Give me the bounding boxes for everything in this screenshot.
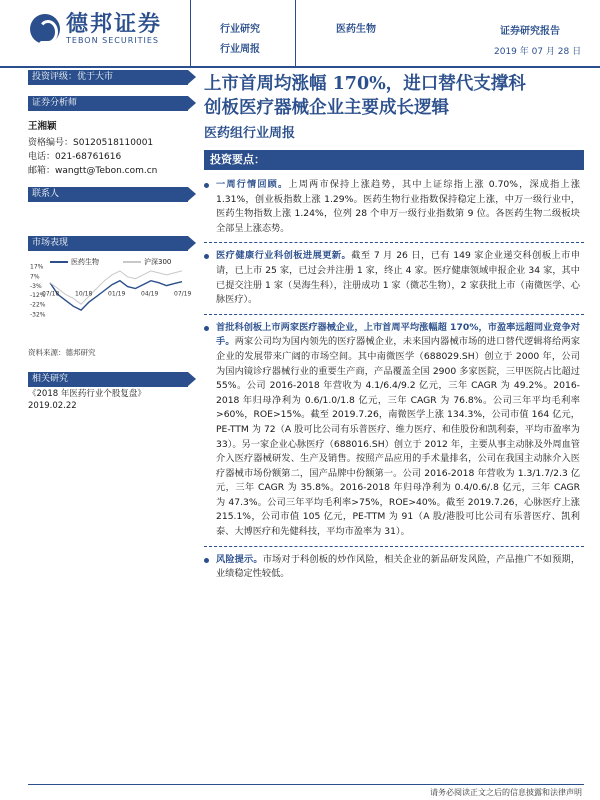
investment-points-heading: 投资要点： — [204, 150, 584, 170]
analyst-info — [28, 120, 157, 178]
bullet-icon — [204, 254, 209, 259]
x-tick-label: 04/19 — [141, 290, 159, 298]
brand-name-cn: 德邦证券 — [66, 11, 163, 37]
analyst-phone: 电话：021-68761616 — [28, 152, 122, 162]
related-research-title[interactable]: 《2018 年医药行业个股复盘》 — [28, 389, 146, 399]
report-subtitle: 医药组行业周报 — [204, 126, 296, 141]
sector-label: 医药生物 — [336, 24, 376, 35]
analyst-cert: 资格编号：S0120518110001 — [28, 138, 154, 148]
y-tick-label: -3% — [30, 283, 42, 291]
analyst-name: 王湘颖 — [28, 121, 57, 132]
market-performance-chart — [28, 252, 192, 332]
analyst-heading: 证券分析师 — [28, 96, 188, 111]
x-tick-label: 07/19 — [174, 290, 192, 298]
related-research-heading: 相关研究 — [28, 372, 188, 387]
point-divider — [204, 314, 584, 315]
related-research-date: 2019.02.22 — [28, 401, 77, 411]
y-tick-label: 7% — [30, 273, 40, 281]
point-market-review: 一周行情回顾。上周两市保持上涨趋势，其中上证综指上涨 0.70%，深成指上涨 1.31%，创业板指数上涨 1.29%。医药生物行业指数保持稳定上涨，中万一级行业中，医药生物指数上涨 1.24%，位列 28 个申万一级行业指数第 9 位。各医药生物二级板块全部呈上涨态势。 — [204, 178, 584, 236]
y-tick-label: -32% — [30, 311, 46, 319]
point-device-companies: 首批科创板上市两家医疗器械企业，上市首周平均涨幅超 170%，市盈率远超同业竞争对手。两家公司均为国内领先的医疗器械企业，未来国内器械市场的进口替代逻辑将给两家企业的发展带来广阔的市场空间。其中南微医学（688029.SH）创立于 2000 年，公司为国内镜诊疗器械行业的重要生产商，产品覆盖全国 2900 多家医院，三甲医院占比超过 55%。公司 2016-2018 年营收为 4.1/6.4/9.2 亿元，三年 CAGR 为 49.2%。2016-2018 年归母净利为 0.6/1.0/1.8 亿元，三年 CAGR 为 76.8%。公司三年平均毛利率>60%，ROE>15%。截至 2019.7.26，南微医学上涨 134.3%，公司市值 164 亿元，PE-TTM 为 72（A 股可比公司有乐普医疗、维力医疗、和佳股份和凯利泰，平均市盈率为 33）。另一家企业心脉医疗（688016.SH）创立于 2012 年，主要从事主动脉及外周血管介入医疗器械研发、生产及销售。按照产品应用的手术量排名，公司在我国主动脉介入医疗器械市场份额第二，国产品牌中份额第一。公司 2016-2018 年营收为 1.3/1.7/2.3 亿元，三年 CAGR 为 35.8%。2016-2018 年归母净利为 0.4/0.6/.8 亿元，三年 CAGR 为 47.3%。公司三年平均毛利率>75%，ROE>40%。截至 2019.7.26，心脉医疗上涨 215.1%，公司市值 105 亿元，PE-TTM 为 91（A 股/港股可比公司有乐普医疗、凯利泰、大博医疗和先健科技，平均市盈率为 31）。 — [204, 321, 584, 540]
brand-logo-icon — [30, 14, 60, 44]
title-line-2: 创板医疗器械企业主要成长逻辑 — [204, 98, 449, 118]
footer-disclaimer: 请务必阅读正文之后的信息披露和法律声明 — [430, 788, 582, 797]
report-header — [0, 0, 600, 66]
point-risk-warning: 风险提示。市场对于科创板的炒作风险，相关企业的新品研发风险，产品推广不如预期，业绩稳定性较低。 — [204, 553, 584, 582]
market-performance-heading: 市场表现 — [28, 236, 188, 251]
industry-research-label: 行业研究 — [220, 24, 260, 35]
point-divider — [204, 546, 584, 547]
x-tick-label: 07/18 — [42, 290, 60, 298]
related-research — [28, 388, 188, 412]
bullet-icon — [204, 558, 209, 563]
chart-source: 资料来源：德邦研究 — [28, 348, 96, 357]
investment-points — [204, 178, 584, 582]
point-divider — [204, 242, 584, 243]
brand-name-en: TEBON SECURITIES — [66, 36, 159, 45]
point-star-market-update: 医疗健康行业科创板进展更新。截至 7 月 26 日，已有 149 家企业递交科创板上市申请，已上市 25 家，已过会并注册 1 家，终止 4 家。医疗健康领域申报企业 34 家，其中已提交注册 1 家（昊海生科），注册成功 1 家（微芯生物），2 家获批上市（南微医学、心脉医疗）。 — [204, 249, 584, 307]
bullet-icon — [204, 183, 209, 188]
analyst-email[interactable]: 邮箱：wangtt@Tebon.com.cn — [28, 166, 158, 176]
title-line-1: 上市首周均涨幅 170%，进口替代支撑科 — [204, 74, 526, 94]
contact-heading: 联系人 — [28, 187, 188, 202]
bullet-icon — [204, 326, 209, 331]
brand-logo — [30, 12, 162, 45]
legend-item-hs300: 沪深300 — [123, 257, 171, 267]
footer-divider — [28, 784, 584, 785]
report-type-label: 证券研究报告 — [500, 26, 560, 37]
report-date: 2019 年 07 月 28 日 — [494, 47, 582, 57]
y-tick-label: 17% — [30, 263, 44, 271]
main-content — [204, 68, 584, 588]
sidebar — [28, 68, 192, 411]
x-tick-label: 01/19 — [108, 290, 126, 298]
y-tick-label: -22% — [30, 301, 46, 309]
y-tick-label: -12% — [30, 291, 46, 299]
report-title — [204, 72, 584, 120]
investment-rating: 投资评级：优于大市 — [28, 70, 188, 85]
x-tick-label: 10/18 — [75, 290, 93, 298]
industry-weekly-label: 行业周报 — [220, 44, 260, 55]
legend-item-pharma: 医药生物 — [50, 257, 99, 267]
series-line-hs300 — [50, 271, 182, 304]
